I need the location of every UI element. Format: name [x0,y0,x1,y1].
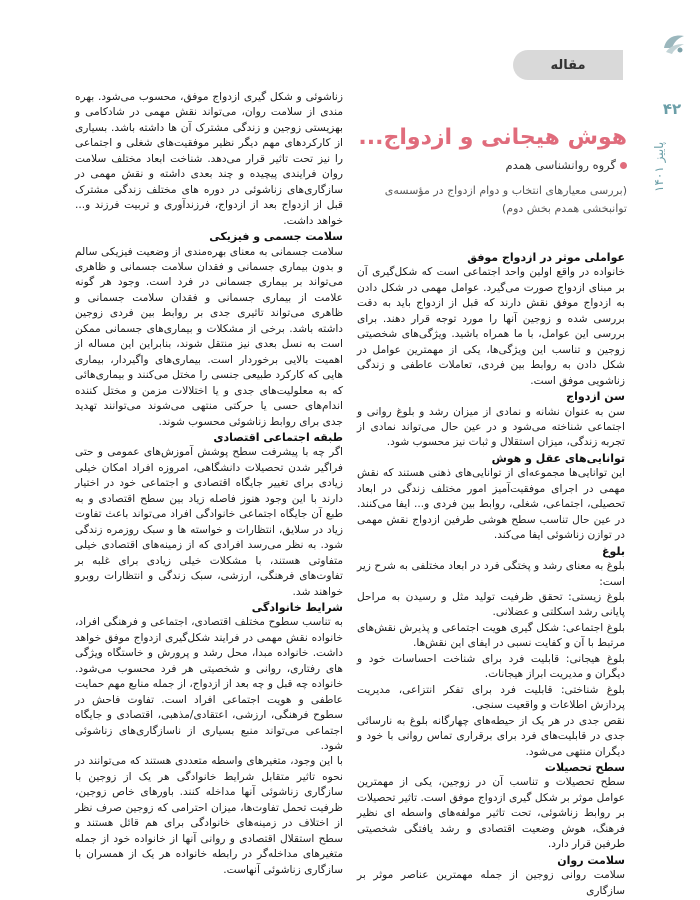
section-heading: سلامت جسمی و فیزیکی [209,230,343,244]
article-title: هوش هیجانی و ازدواج... [358,125,627,150]
section-label: مقاله [513,50,623,80]
article-subtitle: (بررسی معیارهای انتخاب و دوام ازدواج در مؤسسه‌ی توانبخشی همدم بخش دوم) [384,184,627,215]
text-column-left [75,90,343,878]
section-heading: بلوغ [601,544,625,558]
page-margin [648,30,700,890]
section-heading: توانایی‌های عقل و هوش [491,451,625,465]
byline [357,156,627,174]
paragraph: سلامت جسمانی به معنای بهره‌مندی از وضعیت فیزیکی سالم و بدون بیماری جسمانی و فقدان سلامت جسمانی و ظاهری می‌تواند بر بیماری جسمانی در فرد است. وجود هر گونه علامت از بیماری جسمانی و فقدان سلامت جسمانی و ظاهری می‌تواند تاثیری جدی بر روابط بین فردی زوجین داشته باشد. برخی از مشکلات و بیماری‌های جسمانی ممکن است به نسل بعدی نیز منتقل شوند، بنابراین این مساله از اهمیت بالایی برخوردار است. بیماری‌های واگیردار، بیماری هایی که کارکرد طبیعی جنسی را مختل می‌کنند و بیماری‌هائی که به معلولیت‌های جدی و یا اختلالات مزمن و مختل کننده اندام‌های حسی یا حرکتی منتهی می‌شوند می‌توانند تهدید جدی برای روابط زناشوئی محسوب شوند. [75,245,343,428]
paragraph: این توانایی‌ها مجموعه‌ای از توانایی‌های ذهنی هستند که نقش مهمی در اجرای موفقیت‌آمیز امور مختلف زندگی در ابعاد تحصیلی، اجتماعی، شغلی، روابط بین فردی و... ایفا می‌کنند. در عین حال تناسب سطح هوشی طرفین ازدواج نقش مهمی در توازن زناشوئی ایفا می‌کند. [357,467,625,542]
paragraph: نقص جدی در هر یک از حیطه‌های چهارگانه بلوغ به نارسائی جدی در قابلیت‌های فرد برای برقراری تماس روانی با خود و دیگران منتهی می‌شود. [357,714,625,758]
paragraph: بلوغ به معنای رشد و پختگی فرد در ابعاد مختلفی به شرح زیر است: [357,560,625,588]
section-heading: عواملی موثر در ازدواج موفق [467,251,625,264]
paragraph: سلامت روانی زوجین از جمله مهمترین عناصر موثر بر سازگاری [357,869,625,897]
page-number: ۴۲ [662,100,682,118]
issue-date: پاییز ۱۴۰۱ [652,141,666,193]
section-heading: سن ازدواج [566,390,625,404]
section-heading: شرایط خانوادگی [251,600,343,614]
text-column-right [357,250,625,899]
paragraph: بلوغ زیستی: تحقق ظرفیت تولید مثل و رسیدن به مراحل پایانی رشد اسکلتی و عضلانی. [357,590,625,619]
paragraph: زناشوئی و شکل گیری ازدواج موفق، محسوب می‌شود. بهره مندی از سلامت روان، می‌تواند نقش مهمی در شادکامی و بهزیستی زوجین و زندگی مشترک آن ها داشته باشد. بسیاری از کارکردهای مهم دیگر نظیر موفقیت‌های شغلی و اجتماعی را نیز تحت تاثیر قرار می‌دهد. شناخت ابعاد مختلف سلامت روان فرایندی پیچیده و چند بعدی داشته و نقش مهمی در سازگاری‌های زناشوئی در دوره های مختلف زندگی مشترک قبل از ازدواج بعد از ازدواج، فرزندآوری و تربیت فرزند و... خواهد داشت. [75,91,343,227]
section-heading: سلامت روان [557,853,625,867]
paragraph: سن به عنوان نشانه و نمادی از میزان رشد و بلوغ روانی و اجتماعی شناخته می‌شود و در عین حال می‌تواند نمادی از تجربه زندگی، میزان استقلال و ثبات نیز محسوب شود. [357,405,625,449]
section-heading: سطح تحصیلات [544,760,625,774]
paragraph: با این وجود، متغیرهای واسطه متعددی هستند که می‌توانند در نحوه تاثیر متقابل شرایط خانوادگی هر یک از زوجین با سازگاری زناشوئی آنها مداخله کنند. باورهای خاص زوجین، ظرفیت تحمل تفاوت‌ها، میزان احترامی که زوجین صرف نظر از اختلاف در زمینه‌های خانوادگی برای هم قائل هستند و سطح استقلال اقتصادی و روانی آنها از خانواده خود از جمله متغیرهای مداخله‌گر در رابطه خانواده هر یک از همسران با سازگاری زناشوئی آنهاست. [75,755,343,876]
paragraph: خانواده در واقع اولین واحد اجتماعی است که شکل‌گیری آن بر مبنای ازدواج صورت می‌گیرد. عوامل مهمی در شکل دادن به ازدواج موفق نقش دارند که قبل از ازدواج باید به دقت بررسی شده و زوجین آنها را مورد توجه قرار دهند. برای بررسی این عوامل، با ما همراه باشید. ویژگی‌های شخصیتی زوجین و تناسب این ویژگی‌ها، یکی از مهمترین عوامل در شکل دادن به روابط بین فردی، تعاملات عاطفی و زندگی زناشویی موفق است. [357,266,625,387]
paragraph: به تناسب سطوح مختلف اقتصادی، اجتماعی و فرهنگی افراد، خانواده نقش مهمی در فرایند شکل‌گیری ازدواج موفق خواهد داشت. خانواده مبدا، محل رشد و پرورش و خاستگاه ویژگی های رفتاری، روانی و شخصیتی هر فرد محسوب می‌شود. خانواده چه قبل و چه بعد از ازدواج، از جمله منابع مهم حمایت عاطفی و هویت اجتماعی افراد است. تفاوت فاحش در سطوح فرهنگی، ارزشی، اعتقادی/مذهبی، اقتصادی و جایگاه اجتماعی می‌تواند منبع بسیاری از ناسازگاری‌های زناشوئی شود. [75,616,343,753]
paragraph: بلوغ اجتماعی: شکل گیری هویت اجتماعی و پذیرش نقش‌های مرتبط با آن و کفایت نسبی در ایفای این نقش‌ها. [357,621,625,650]
section-heading: طبقه اجتماعی اقتصادی [213,430,343,444]
paragraph: سطح تحصیلات و تناسب آن در زوجین، یکی از مهمترین عوامل موثر بر شکل گیری ازدواج موفق است. تاثیر تحصیلات بر روابط زناشوئی، تحت تاثیر مولفه‌های واسطه ای نظیر فرهنگ، هوش وضعیت اقتصادی و رشد یافتگی شخصیتی طرفین قرار دارد. [357,776,625,851]
magazine-logo-icon [660,30,688,56]
paragraph: بلوغ شناختی: قابلیت فرد برای تفکر انتزاعی، مدیریت پردازش اطلاعات و واقعیت سنجی. [357,683,625,712]
paragraph: اگر چه با پیشرفت سطح پوشش آموزش‌های عمومی و حتی فراگیر شدن تحصیلات دانشگاهی، امروزه افراد امکان خیلی زیادی برای تغییر جایگاه اقتصادی و اجتماعی خود در اختیار دارند با این وجود هنوز فاصله زیاد بین سطح اقتصادی و به طبع آن جایگاه اجتماعی خانوادگی افراد می‌تواند باعث تفاوت زیاد در سلایق، انتظارات و خواسته ها و سبک روزمره زندگی شود. به نظر می‌رسد افرادی که از زمینه‌های اقتصادی خیلی متفاوتی هستند، با مشکلات خیلی زیادی برای غلبه بر تفاوت‌های فرهنگی، ارزشی، سبک زندگی و انتظارات روبرو خواهند شد. [75,446,343,598]
bullet-dot-icon [620,162,627,169]
article-header [357,122,627,218]
paragraph: بلوغ هیجانی: قابلیت فرد برای شناخت احساسات خود و دیگران و مدیریت ابراز هیجانات. [357,652,625,681]
byline-text: گروه روانشناسی همدم [505,158,616,172]
